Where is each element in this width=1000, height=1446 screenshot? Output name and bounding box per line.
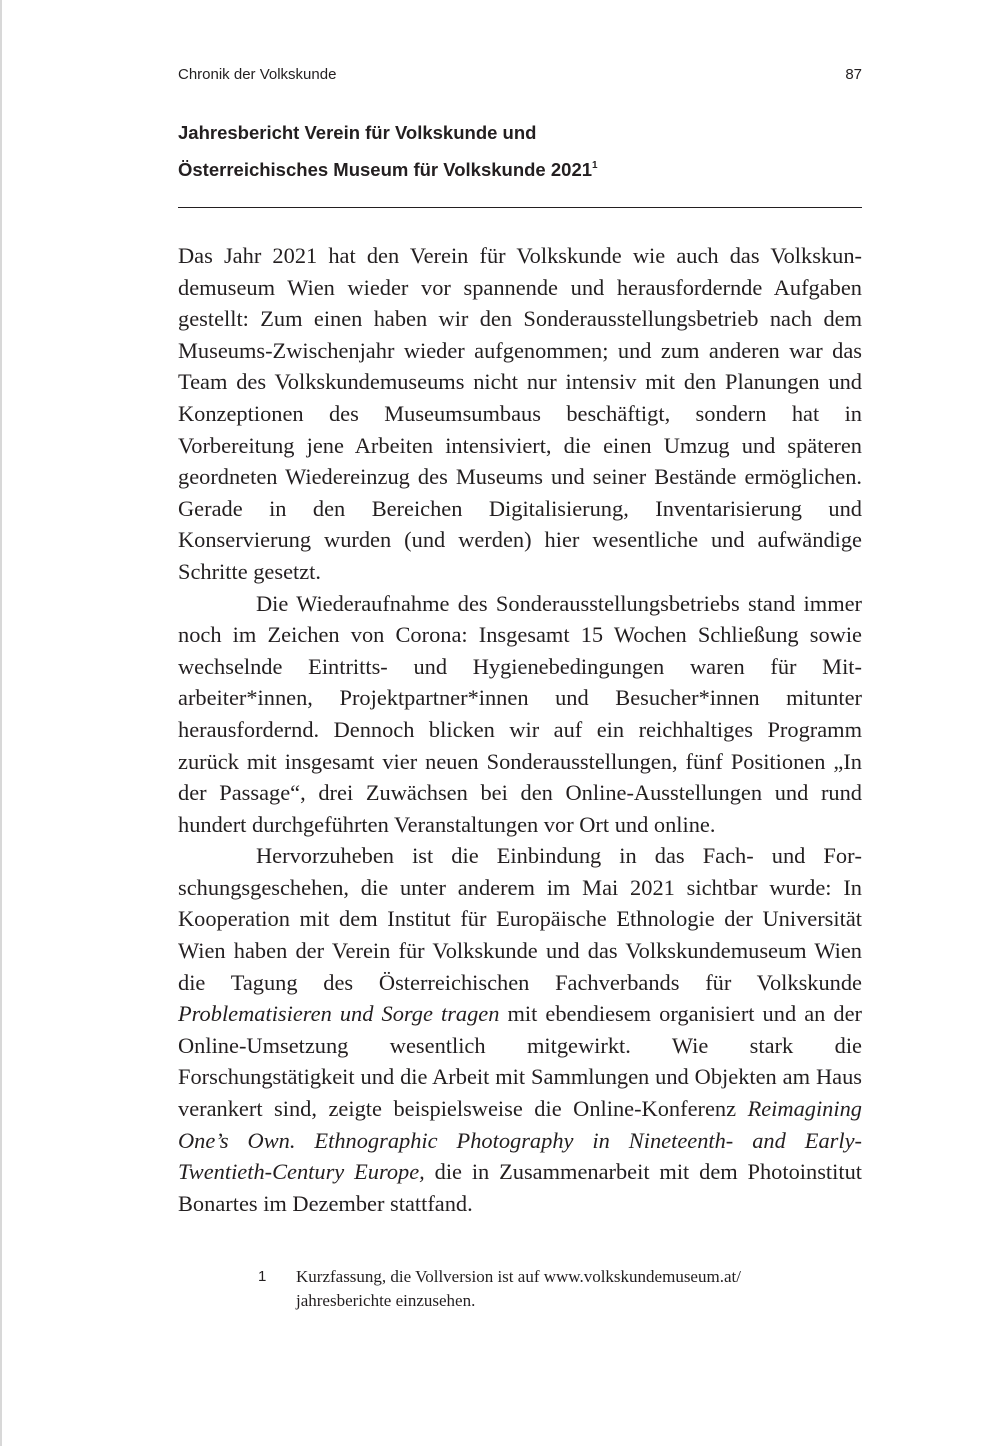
footnote-text: Kurzfassung, die Vollversion ist auf www.volkskundemuseum.at/ jahresberichte einzusehen. bbox=[296, 1267, 741, 1310]
page-edge bbox=[0, 0, 2, 1446]
conference-title: Problematisieren und Sorge tragen bbox=[178, 1001, 500, 1027]
paragraph-2: Die Wiederaufnahme des Sonderausstellungsbetriebs stand immer noch im Zeichen von Corona: Insgesamt 15 Wochen Schließung sowie wechselnde Eintritts- und Hygienebedingungen waren für Mitarbeiter*innen, Projektpartner*innen und Besucher*innen mitunter herausfordernd. Dennoch blicken wir auf ein reichhaltiges Programm zurück mit insgesamt vier neuen Sonderausstellungen, fünf Positionen „In der Passage“, drei Zuwächsen bei den Online-Ausstellungen und rund hundert durchgeführten Veranstaltungen vor Ort und online. bbox=[178, 590, 862, 837]
paragraph-1: Das Jahr 2021 hat den Verein für Volkskunde wie auch das Volkskundemuseum Wien wieder vor spannende und herausfordernde Aufgaben gestellt: Zum einen haben wir den Sonderausstellungsbetrieb nach dem Museums-Zwischenjahr wieder aufgenommen; und zum anderen war das Team des Volkskundemuseums nicht nur intensiv mit den Planungen und Konzeptionen des Museumsumbaus beschäftigt, sondern hat in Vorbereitung jene Arbeiten intensiviert, die einen Umzug und späteren geordneten Wiedereinzug des Museums und seiner Bestände ermöglichen. Gerade in den Bereichen Digitalisierung, Inventarisierung und Konservierung wurden (und werden) hier wesentliche und aufwändige Schritte gesetzt. bbox=[178, 243, 862, 584]
title-line-1: Jahresbericht Verein für Volkskunde und bbox=[178, 122, 537, 143]
paragraph-3-text-b: mit ebendiesem organisiert und an der Online-Umsetzung wesentlich mitgewirkt. Wie stark die Forschungstätigkeit und die Arbeit mit Sammlungen und Objekten am Haus verankert sind, zeigte beispielsweise die Online-Konferenz bbox=[178, 1001, 862, 1122]
title-divider bbox=[178, 207, 862, 208]
title-line-2: Österreichisches Museum für Volkskunde 2021 bbox=[178, 159, 593, 180]
paragraph-3 bbox=[178, 840, 862, 1219]
body-text bbox=[178, 240, 862, 1219]
footnote-number: 1 bbox=[258, 1268, 267, 1285]
page-number: 87 bbox=[845, 66, 862, 83]
running-head bbox=[178, 66, 862, 83]
footnote-reference[interactable]: 1 bbox=[592, 160, 598, 171]
section-title: Chronik der Volkskunde bbox=[178, 66, 337, 83]
paragraph-3-text-a: Hervorzuheben ist die Einbindung in das Fach- und Forschungsgeschehen, die unter anderem im Mai 2021 sichtbar wurde: In Kooperation mit dem Institut für Europäische Ethnologie der Universität Wien haben der Verein für Volkskunde und das Volkskundemuseum Wien die Tagung des Österreichischen Fachverbands für Volkskunde bbox=[178, 843, 862, 995]
article-title bbox=[178, 116, 862, 186]
online-conference-title: Reimagining One’s Own. Ethnographic Photography in Nineteenth- and Early-Twentieth-Century Europe, bbox=[178, 1096, 862, 1185]
paragraph-3-text-c: die in Zusammenarbeit mit dem Photoinstitut Bonartes im Dezember stattfand. bbox=[178, 1159, 862, 1216]
footnote bbox=[178, 1265, 862, 1313]
